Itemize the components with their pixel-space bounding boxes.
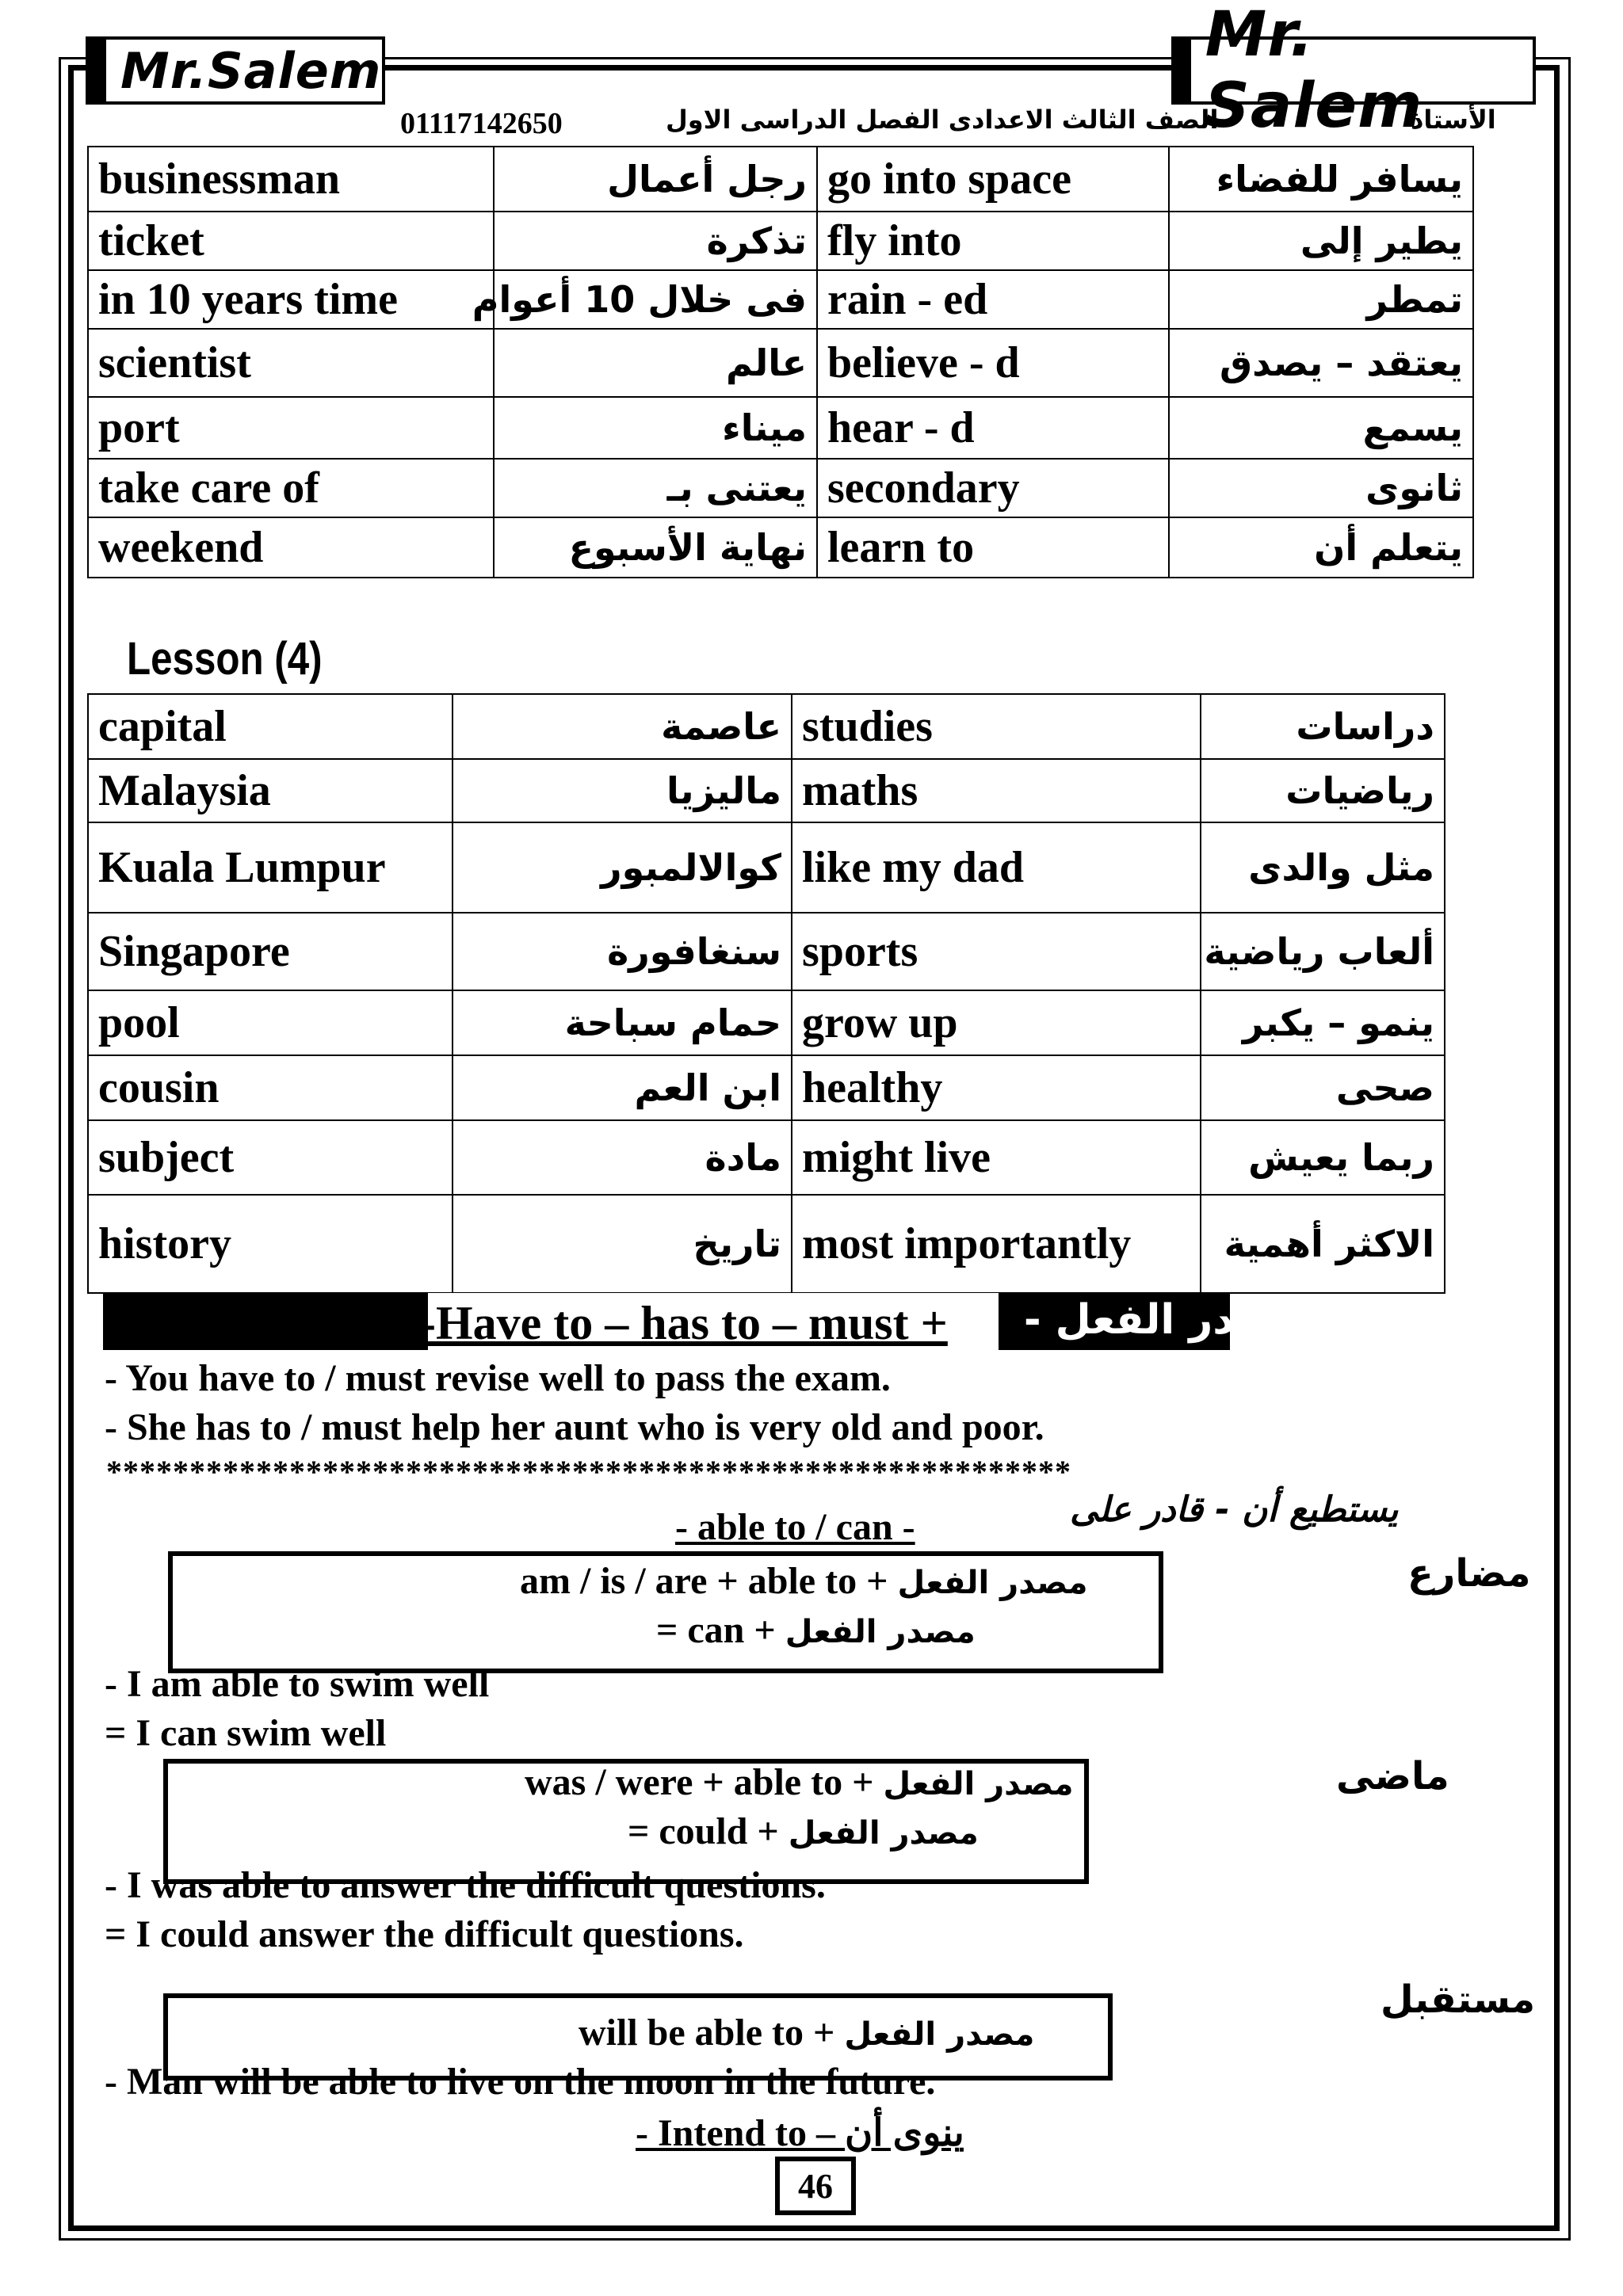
past-rule-1-ar: مصدر الفعل <box>883 1766 1074 1802</box>
present-rule-2-ar: مصدر الفعل <box>785 1614 976 1650</box>
arabic-meaning-cell: ميناء <box>494 397 817 459</box>
arabic-meaning-cell: رجل أعمال <box>494 147 817 212</box>
logo-left <box>86 36 385 105</box>
english-word-cell: ticket <box>88 212 494 270</box>
english-word-cell: cousin <box>88 1055 453 1120</box>
arabic-meaning-cell: فى خلال 10 أعوام <box>494 270 817 329</box>
arabic-meaning-cell: ألعاب رياضية <box>1201 913 1445 990</box>
able-script: يستطيع أن - قادر على <box>1070 1489 1399 1530</box>
table-row <box>88 1055 1445 1120</box>
grammar-example-2: - She has to / must help her aunt who is very old and poor. <box>105 1406 1044 1448</box>
english-word-cell: scientist <box>88 329 494 397</box>
table-row <box>88 212 1473 270</box>
english-word-cell: studies <box>792 694 1201 759</box>
present-rule-1-ar: مصدر الفعل <box>897 1565 1088 1601</box>
present-label: مضارع <box>1407 1551 1531 1596</box>
english-word-cell: history <box>88 1195 453 1293</box>
present-rule-1 <box>520 1559 1087 1603</box>
english-word-cell: in 10 years time <box>88 270 494 329</box>
english-word-cell: maths <box>792 759 1201 822</box>
past-example-1: - I was able to answer the difficult questions. <box>105 1864 826 1906</box>
intend-heading: - Intend to – ينوى أن <box>636 2112 964 2154</box>
arabic-meaning-cell: نهاية الأسبوع <box>494 517 817 578</box>
english-word-cell: port <box>88 397 494 459</box>
english-word-cell: secondary <box>817 459 1169 517</box>
separator-stars: ********************************************************** <box>106 1454 1071 1489</box>
english-word-cell: Singapore <box>88 913 453 990</box>
future-example: - Man will be able to live on the moon in the future. <box>105 2061 936 2103</box>
arabic-meaning-cell: عاصمة <box>453 694 792 759</box>
vocab-table-1 <box>87 146 1474 578</box>
future-rule-en: will be able to + <box>579 2012 835 2054</box>
arabic-meaning-cell: ربما يعيش <box>1201 1120 1445 1195</box>
past-rule-2-en: = could + <box>628 1810 779 1852</box>
present-rule-1-en: am / is / are + able to + <box>520 1560 888 1602</box>
table-row <box>88 329 1473 397</box>
present-rule-2 <box>656 1608 976 1652</box>
table-row <box>88 1195 1445 1293</box>
logo-left-text: Mr.Salem <box>120 41 382 100</box>
grammar-heading-arabic: مصدر الفعل - <box>1024 1296 1303 1344</box>
english-word-cell: learn to <box>817 517 1169 578</box>
table-row <box>88 822 1445 913</box>
arabic-meaning-cell: تمطر <box>1169 270 1473 329</box>
grade-term: الصف الثالث الاعدادى الفصل الدراسى الاول <box>666 105 1219 135</box>
arabic-meaning-cell: مادة <box>453 1120 792 1195</box>
phone-number: 01117142650 <box>400 107 563 140</box>
english-word-cell: businessman <box>88 147 494 212</box>
table-row <box>88 459 1473 517</box>
english-word-cell: believe - d <box>817 329 1169 397</box>
table-row <box>88 759 1445 822</box>
lesson-title: Lesson (4) <box>127 633 323 685</box>
english-word-cell: rain - ed <box>817 270 1169 329</box>
english-word-cell: most importantly <box>792 1195 1201 1293</box>
english-word-cell: capital <box>88 694 453 759</box>
arabic-meaning-cell: ابن العم <box>453 1055 792 1120</box>
past-label: ماضى <box>1336 1754 1449 1798</box>
table-row <box>88 397 1473 459</box>
arabic-meaning-cell: ينمو – يكبر <box>1201 990 1445 1055</box>
table-row <box>88 913 1445 990</box>
english-word-cell: healthy <box>792 1055 1201 1120</box>
arabic-meaning-cell: سنغافورة <box>453 913 792 990</box>
past-rule-1-en: was / were + able to + <box>525 1761 874 1803</box>
present-example-2: = I can swim well <box>105 1712 387 1754</box>
english-word-cell: like my dad <box>792 822 1201 913</box>
english-word-cell: take care of <box>88 459 494 517</box>
page-number: 46 <box>775 2157 856 2215</box>
able-heading: - able to / can - <box>675 1506 915 1548</box>
english-word-cell: subject <box>88 1120 453 1195</box>
table-row <box>88 990 1445 1055</box>
arabic-meaning-cell: ثانوى <box>1169 459 1473 517</box>
english-word-cell: Kuala Lumpur <box>88 822 453 913</box>
arabic-meaning-cell: صحى <box>1201 1055 1445 1120</box>
past-example-2: = I could answer the difficult questions. <box>105 1913 744 1955</box>
arabic-meaning-cell: الاكثر أهمية <box>1201 1195 1445 1293</box>
table-row <box>88 517 1473 578</box>
present-rule-2-en: = can + <box>656 1609 776 1651</box>
arabic-meaning-cell: يسافر للفضاء <box>1169 147 1473 212</box>
grammar-example-1: - You have to / must revise well to pass the exam. <box>105 1357 891 1399</box>
logo-right-text: Mr. Salem <box>1205 0 1423 142</box>
arabic-meaning-cell: رياضيات <box>1201 759 1445 822</box>
english-word-cell: might live <box>792 1120 1201 1195</box>
future-rule-ar: مصدر الفعل <box>844 2016 1035 2053</box>
arabic-meaning-cell: كوالالمبور <box>453 822 792 913</box>
logo-bar <box>89 40 106 101</box>
arabic-meaning-cell: يعتقد – يصدق <box>1169 329 1473 397</box>
english-word-cell: go into space <box>817 147 1169 212</box>
present-example-1: - I am able to swim well <box>105 1663 490 1705</box>
table-row <box>88 1120 1445 1195</box>
future-label: مستقبل <box>1381 1978 1536 2022</box>
grammar-heading: -Have to – has to – must + <box>420 1297 948 1349</box>
teacher-label: الأستاذ <box>1411 105 1496 135</box>
english-word-cell: Malaysia <box>88 759 453 822</box>
arabic-meaning-cell: تاريخ <box>453 1195 792 1293</box>
english-word-cell: weekend <box>88 517 494 578</box>
past-rule-2 <box>628 1810 979 1853</box>
past-rule-1 <box>525 1760 1073 1804</box>
arabic-meaning-cell: يطير إلى <box>1169 212 1473 270</box>
arabic-meaning-cell: تذكرة <box>494 212 817 270</box>
table-row <box>88 147 1473 212</box>
english-word-cell: grow up <box>792 990 1201 1055</box>
vocab-table-2 <box>87 693 1445 1294</box>
arabic-meaning-cell: دراسات <box>1201 694 1445 759</box>
arabic-meaning-cell: يسمع <box>1169 397 1473 459</box>
arabic-meaning-cell: مثل والدى <box>1201 822 1445 913</box>
arabic-meaning-cell: يعتنى بـ <box>494 459 817 517</box>
arabic-meaning-cell: حمام سباحة <box>453 990 792 1055</box>
arabic-meaning-cell: يتعلم أن <box>1169 517 1473 578</box>
english-word-cell: sports <box>792 913 1201 990</box>
arabic-meaning-cell: ماليزيا <box>453 759 792 822</box>
future-rule <box>579 2011 1034 2054</box>
past-rule-2-ar: مصدر الفعل <box>788 1815 979 1852</box>
english-word-cell: pool <box>88 990 453 1055</box>
logo-bar <box>1174 40 1191 101</box>
table-row <box>88 694 1445 759</box>
english-word-cell: hear - d <box>817 397 1169 459</box>
table-row <box>88 270 1473 329</box>
english-word-cell: fly into <box>817 212 1169 270</box>
arabic-meaning-cell: عالم <box>494 329 817 397</box>
